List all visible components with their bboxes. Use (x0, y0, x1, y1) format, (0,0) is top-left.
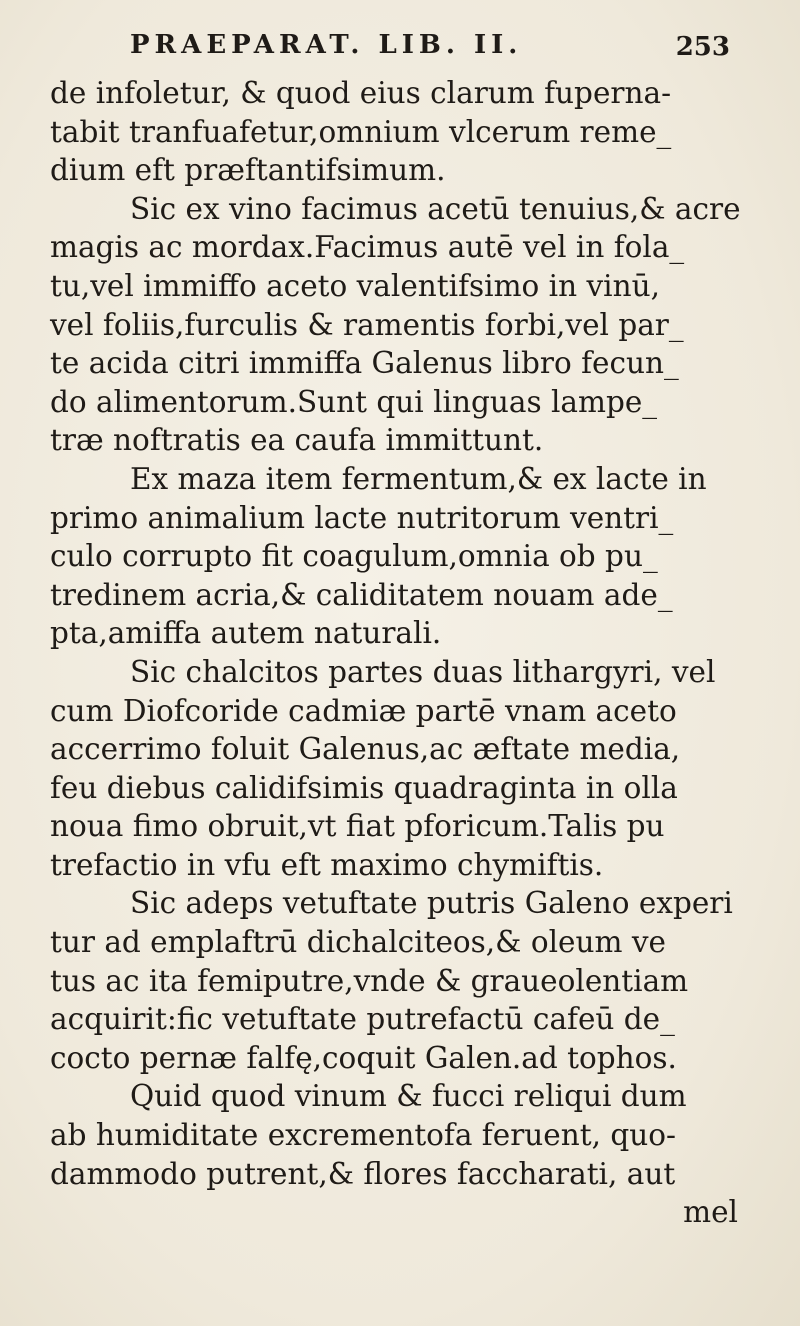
text-line: cum Diofcoride cadmiæ partē vnam aceto (50, 693, 677, 728)
text-line: tredinem acria,& caliditatem nouam ade_ (50, 577, 673, 612)
text-line: do alimentorum.Sunt qui linguas lampe_ (50, 384, 658, 419)
text-line: ab humiditate excrementofa feruent, quo- (50, 1118, 676, 1153)
text-line: primo animalium lacte nutritorum ventri_ (50, 500, 674, 535)
paragraph-start-line: Sic adeps vetuftate putris Galeno experi (130, 886, 733, 921)
text-line: tu,vel immiffo aceto valentifsimo in vinū, (50, 268, 660, 303)
text-line: acquirit:fic vetuftate putrefactū cafeū de_ (50, 1002, 675, 1037)
paragraph-start-line: Sic ex vino facimus acetū tenuius,& acre (130, 191, 741, 226)
page-header (130, 30, 730, 66)
text-line: dammodo putrent,& flores faccharati, aut (50, 1156, 676, 1191)
text-line: magis ac mordax.Facimus autē vel in fola_ (50, 230, 685, 265)
text-line: feu diebus calidifsimis quadraginta in olla (50, 770, 678, 805)
text-line: tus ac ita femiputre,vnde & graueolentiam (50, 963, 689, 998)
text-line: træ noftratis ea caufa immittunt. (50, 423, 544, 458)
paragraph-start-line: Ex maza item fermentum,& ex lacte in (130, 461, 707, 496)
text-body (50, 74, 770, 1232)
text-line: dium eft præftantifsimum. (50, 153, 446, 188)
text-line: culo corrupto fit coagulum,omnia ob pu_ (50, 539, 658, 574)
page-number: 253 (675, 32, 730, 62)
text-line: accerrimo foluit Galenus,ac æftate media, (50, 732, 681, 767)
text-line: noua fimo obruit,vt fiat pforicum.Talis pu (50, 809, 665, 844)
catchword: mel (683, 1195, 738, 1230)
text-line: cocto pernæ falfę,coquit Galen.ad tophos. (50, 1040, 677, 1075)
text-line: vel foliis,furculis & ramentis forbi,vel par_ (50, 307, 684, 342)
paragraph-start-line: Quid quod vinum & fucci reliqui dum (130, 1079, 687, 1114)
text-line: trefactio in vfu eft maximo chymiftis. (50, 847, 604, 882)
running-head: PRAEPARAT. LIB. II. (130, 30, 523, 60)
text-line: tabit tranfuafetur,omnium vlcerum reme_ (50, 114, 672, 149)
paragraph-start-line: Sic chalcitos partes duas lithargyri, vel (130, 654, 716, 689)
text-line: tur ad emplaftrū dichalciteos,& oleum ve (50, 925, 666, 960)
text-line: pta,amiffa autem naturali. (50, 616, 442, 651)
text-line: de infoletur, & quod eius clarum fuperna- (50, 76, 672, 110)
text-line: te acida citri immiffa Galenus libro fecun_ (50, 346, 679, 381)
